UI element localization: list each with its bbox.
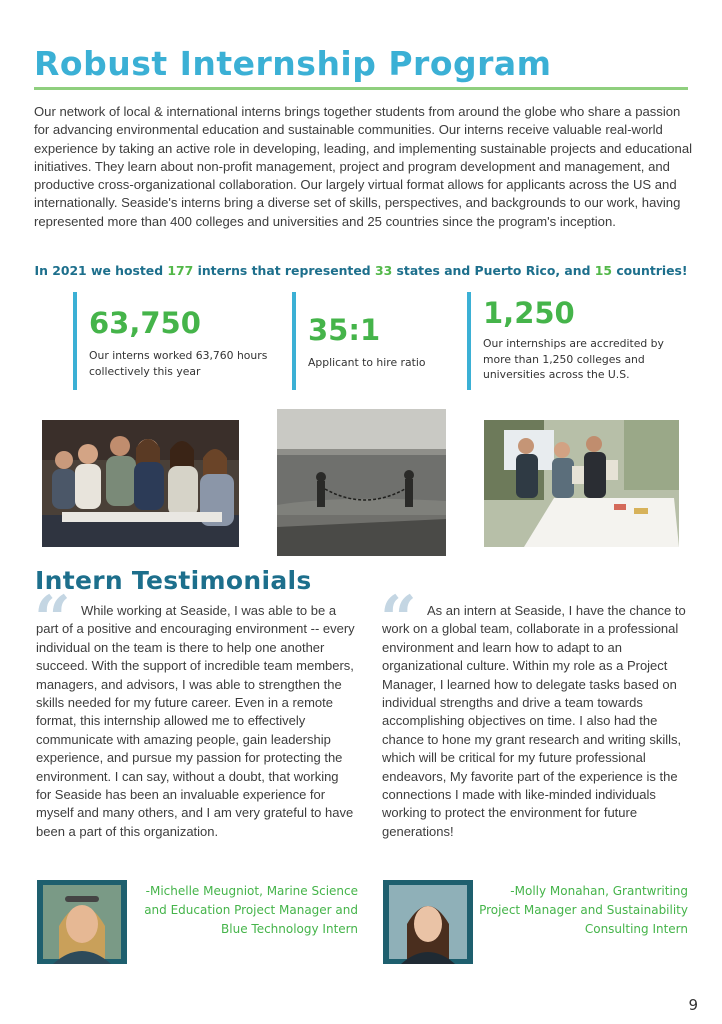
stat-hours: [73, 292, 273, 390]
highlight-text: interns that represented: [193, 263, 375, 278]
highlight-text: In 2021 we hosted: [34, 263, 168, 278]
stat-value: 35:1: [308, 313, 381, 347]
interns-count: 177: [167, 263, 194, 278]
stat-description: Our internships are accredited by more than 1,250 colleges and universities across the U.S.: [483, 337, 664, 381]
testimonial-text: [36, 602, 356, 841]
highlight-text: countries!: [612, 263, 688, 278]
section-title: Intern Testimonials: [35, 566, 312, 595]
stat-value: 63,750: [89, 306, 201, 340]
title-underline: [34, 87, 688, 90]
stat-description: Our interns worked 63,760 hours collectively this year: [89, 349, 268, 378]
states-count: 33: [374, 263, 393, 278]
stat-ratio: [292, 292, 462, 390]
page-number: 9: [688, 996, 698, 1014]
event-photo: [484, 420, 679, 547]
countries-count: 15: [594, 263, 613, 278]
testimonial-body: As an intern at Seaside, I have the chance to work on a global team, collaborate in a professional environment and learn how to adapt to an organizational culture. Within my role as a Project Manager, I learned how to delegate tasks based on individual strengths and drive a team towards accomplishing objectives on time. I also had the chance to hone my grant research and writing skills, which will be critical for my future professional endeavors, My favorite part of the experience is the connections I made with like-minded individuals working to protect the environment for future generations!: [382, 603, 686, 839]
testimonial-attribution: -Michelle Meugniot, Marine Science and Education Project Manager and Blue Technology Intern: [144, 884, 358, 936]
testimonial-body: While working at Seaside, I was able to be a part of a positive and encouraging environment -- every individual on the team is there to help one another succeed. With the support of incredible team members, managers, and advisors, I was able to strengthen the skills needed for my future career. Even in a remote format, this internship allowed me to effectively communicate with amazing people, gain leadership experience, and pursue my passion for protecting the environment. I can say, without a doubt, that working for Seaside has been an invaluable experience for myself and many others, and I am very grateful to have been a part of this organization.: [36, 603, 355, 839]
stat-description: Applicant to hire ratio: [308, 356, 426, 369]
page-title: Robust Internship Program: [34, 44, 552, 83]
avatar: [37, 880, 127, 964]
testimonial-text: [382, 602, 702, 841]
avatar: [383, 880, 473, 964]
testimonial-attribution: -Molly Monahan, Grantwriting Project Manager and Sustainability Consulting Intern: [479, 884, 688, 936]
quote-icon: “: [380, 582, 417, 657]
stat-colleges: [467, 292, 677, 390]
group-photo: [42, 420, 239, 547]
beach-photo: [277, 409, 446, 556]
summary-highlight: [0, 263, 722, 278]
intro-paragraph: Our network of local & international interns brings together students from around the globe who share a passion for advancing environmental education and sustainable communities. Our interns receive valuable real-world experience by taking an active role in developing, leading, and implementing sustainable projects and educational initiatives. They learn about non-profit management, project and program development and management, and productive cross-organizational collaboration. Our largely virtual format allows for applicants across the US and internationally. Seaside's interns bring a diverse set of skills, perspectives, and backgrounds to our work, having represented more than 400 colleges and universities and 25 countries since the program's inception.: [34, 104, 693, 229]
highlight-text: states and Puerto Rico, and: [392, 263, 595, 278]
quote-icon: “: [34, 582, 71, 657]
stat-value: 1,250: [483, 296, 575, 330]
